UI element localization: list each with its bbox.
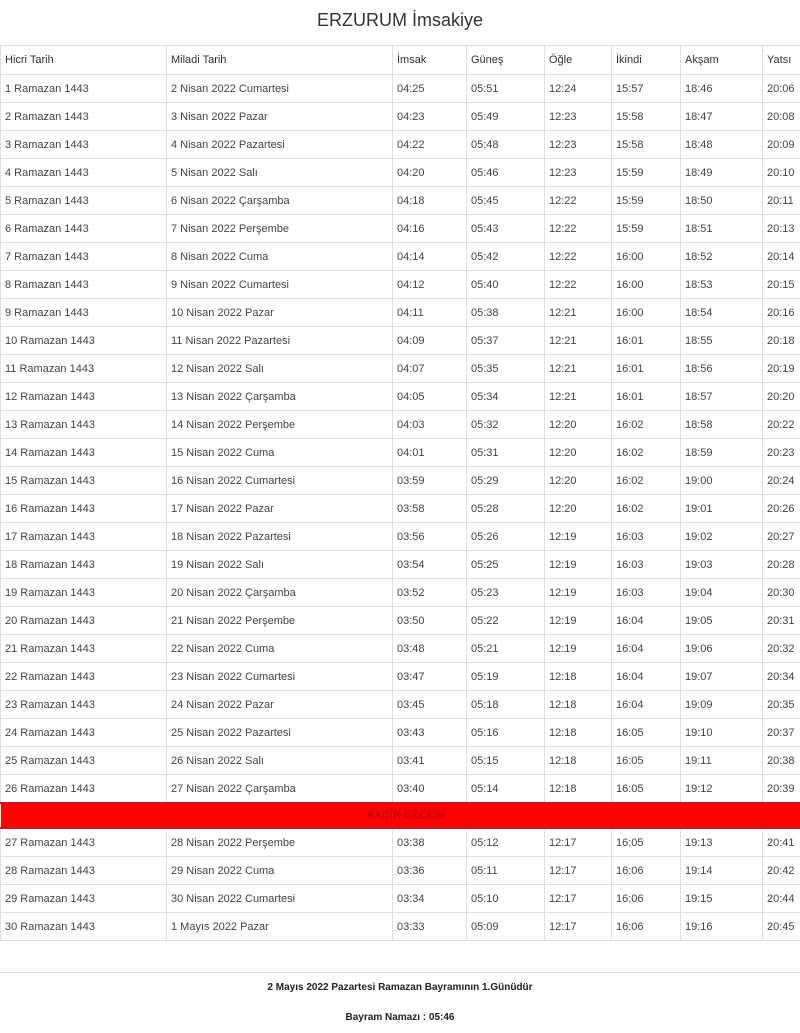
- cell-imsak: 04:07: [393, 355, 467, 383]
- cell-hicri-tarih: 16 Ramazan 1443: [1, 495, 167, 523]
- table-row: [1, 159, 800, 187]
- cell-yatsi: 20:27: [763, 523, 800, 551]
- table-header-row: [1, 46, 800, 75]
- cell-aksam: 19:15: [681, 885, 763, 913]
- table-row: [1, 775, 800, 804]
- cell-hicri-tarih: 28 Ramazan 1443: [1, 857, 167, 885]
- cell-hicri-tarih: 25 Ramazan 1443: [1, 747, 167, 775]
- cell-ikindi: 15:59: [612, 215, 681, 243]
- table-row: [1, 913, 800, 941]
- cell-imsak: 04:03: [393, 411, 467, 439]
- cell-imsak: 03:59: [393, 467, 467, 495]
- cell-miladi-tarih: 17 Nisan 2022 Pazar: [167, 495, 393, 523]
- cell-ogle: 12:20: [545, 411, 612, 439]
- cell-ogle: 12:21: [545, 327, 612, 355]
- cell-ogle: 12:19: [545, 607, 612, 635]
- cell-hicri-tarih: 5 Ramazan 1443: [1, 187, 167, 215]
- cell-miladi-tarih: 15 Nisan 2022 Cuma: [167, 439, 393, 467]
- table-row: [1, 635, 800, 663]
- cell-imsak: 03:54: [393, 551, 467, 579]
- cell-ikindi: 15:58: [612, 131, 681, 159]
- cell-imsak: 04:11: [393, 299, 467, 327]
- cell-ogle: 12:23: [545, 159, 612, 187]
- cell-yatsi: 20:38: [763, 747, 800, 775]
- cell-gunes: 05:48: [467, 131, 545, 159]
- cell-ogle: 12:22: [545, 243, 612, 271]
- cell-yatsi: 20:24: [763, 467, 800, 495]
- cell-miladi-tarih: 3 Nisan 2022 Pazar: [167, 103, 393, 131]
- cell-yatsi: 20:30: [763, 579, 800, 607]
- cell-hicri-tarih: 6 Ramazan 1443: [1, 215, 167, 243]
- cell-imsak: 03:48: [393, 635, 467, 663]
- table-row: [1, 691, 800, 719]
- cell-ogle: 12:17: [545, 857, 612, 885]
- cell-imsak: 04:22: [393, 131, 467, 159]
- cell-yatsi: 20:08: [763, 103, 800, 131]
- cell-hicri-tarih: 21 Ramazan 1443: [1, 635, 167, 663]
- cell-aksam: 19:06: [681, 635, 763, 663]
- cell-hicri-tarih: 23 Ramazan 1443: [1, 691, 167, 719]
- cell-miladi-tarih: 9 Nisan 2022 Cumartesi: [167, 271, 393, 299]
- table-row: [1, 719, 800, 747]
- cell-miladi-tarih: 14 Nisan 2022 Perşembe: [167, 411, 393, 439]
- cell-imsak: 03:47: [393, 663, 467, 691]
- cell-yatsi: 20:20: [763, 383, 800, 411]
- cell-gunes: 05:51: [467, 75, 545, 103]
- cell-miladi-tarih: 23 Nisan 2022 Cumartesi: [167, 663, 393, 691]
- cell-imsak: 03:34: [393, 885, 467, 913]
- cell-gunes: 05:32: [467, 411, 545, 439]
- cell-aksam: 19:07: [681, 663, 763, 691]
- cell-ogle: 12:24: [545, 75, 612, 103]
- cell-yatsi: 20:42: [763, 857, 800, 885]
- cell-hicri-tarih: 18 Ramazan 1443: [1, 551, 167, 579]
- cell-hicri-tarih: 27 Ramazan 1443: [1, 828, 167, 857]
- header-gunes: Güneş: [467, 46, 545, 75]
- table-row: [1, 75, 800, 103]
- table-row: [1, 551, 800, 579]
- cell-ikindi: 16:00: [612, 299, 681, 327]
- table-row: [1, 383, 800, 411]
- cell-ikindi: 16:05: [612, 747, 681, 775]
- cell-imsak: 04:01: [393, 439, 467, 467]
- cell-gunes: 05:34: [467, 383, 545, 411]
- cell-hicri-tarih: 30 Ramazan 1443: [1, 913, 167, 941]
- cell-gunes: 05:49: [467, 103, 545, 131]
- cell-ikindi: 15:57: [612, 75, 681, 103]
- cell-aksam: 19:11: [681, 747, 763, 775]
- cell-ikindi: 16:03: [612, 579, 681, 607]
- kadir-gecesi-section: [1, 803, 800, 828]
- cell-ogle: 12:17: [545, 913, 612, 941]
- cell-imsak: 04:16: [393, 215, 467, 243]
- cell-miladi-tarih: 13 Nisan 2022 Çarşamba: [167, 383, 393, 411]
- table-row: [1, 747, 800, 775]
- cell-imsak: 04:05: [393, 383, 467, 411]
- cell-yatsi: 20:10: [763, 159, 800, 187]
- cell-imsak: 03:58: [393, 495, 467, 523]
- cell-hicri-tarih: 29 Ramazan 1443: [1, 885, 167, 913]
- cell-yatsi: 20:34: [763, 663, 800, 691]
- cell-hicri-tarih: 1 Ramazan 1443: [1, 75, 167, 103]
- cell-yatsi: 20:32: [763, 635, 800, 663]
- cell-aksam: 18:56: [681, 355, 763, 383]
- cell-aksam: 19:02: [681, 523, 763, 551]
- cell-miladi-tarih: 11 Nisan 2022 Pazartesi: [167, 327, 393, 355]
- cell-yatsi: 20:39: [763, 775, 800, 804]
- cell-miladi-tarih: 7 Nisan 2022 Perşembe: [167, 215, 393, 243]
- table-row: [1, 885, 800, 913]
- header-miladi-tarih: Miladi Tarih: [167, 46, 393, 75]
- cell-miladi-tarih: 24 Nisan 2022 Pazar: [167, 691, 393, 719]
- table-row: [1, 523, 800, 551]
- table-row: [1, 857, 800, 885]
- cell-hicri-tarih: 19 Ramazan 1443: [1, 579, 167, 607]
- cell-miladi-tarih: 12 Nisan 2022 Salı: [167, 355, 393, 383]
- cell-miladi-tarih: 22 Nisan 2022 Cuma: [167, 635, 393, 663]
- cell-aksam: 19:16: [681, 913, 763, 941]
- cell-ogle: 12:20: [545, 439, 612, 467]
- header-aksam: Akşam: [681, 46, 763, 75]
- cell-miladi-tarih: 27 Nisan 2022 Çarşamba: [167, 775, 393, 804]
- table-row: [1, 467, 800, 495]
- cell-miladi-tarih: 26 Nisan 2022 Salı: [167, 747, 393, 775]
- cell-aksam: 18:55: [681, 327, 763, 355]
- cell-gunes: 05:23: [467, 579, 545, 607]
- table-row: [1, 103, 800, 131]
- cell-ikindi: 16:02: [612, 411, 681, 439]
- footer-divider: [0, 972, 800, 973]
- cell-ogle: 12:18: [545, 691, 612, 719]
- cell-gunes: 05:26: [467, 523, 545, 551]
- cell-imsak: 03:52: [393, 579, 467, 607]
- cell-ogle: 12:19: [545, 523, 612, 551]
- cell-ogle: 12:18: [545, 663, 612, 691]
- cell-ikindi: 15:59: [612, 159, 681, 187]
- cell-gunes: 05:11: [467, 857, 545, 885]
- cell-hicri-tarih: 14 Ramazan 1443: [1, 439, 167, 467]
- header-yatsi: Yatsı: [763, 46, 800, 75]
- cell-ogle: 12:21: [545, 383, 612, 411]
- cell-ikindi: 16:05: [612, 828, 681, 857]
- cell-gunes: 05:45: [467, 187, 545, 215]
- cell-aksam: 19:00: [681, 467, 763, 495]
- cell-miladi-tarih: 8 Nisan 2022 Cuma: [167, 243, 393, 271]
- cell-yatsi: 20:14: [763, 243, 800, 271]
- cell-ikindi: 16:01: [612, 327, 681, 355]
- cell-gunes: 05:43: [467, 215, 545, 243]
- cell-gunes: 05:46: [467, 159, 545, 187]
- cell-imsak: 04:12: [393, 271, 467, 299]
- kadir-gecesi-label: KADİR GECESİ: [1, 803, 800, 828]
- cell-hicri-tarih: 20 Ramazan 1443: [1, 607, 167, 635]
- cell-imsak: 03:43: [393, 719, 467, 747]
- cell-hicri-tarih: 13 Ramazan 1443: [1, 411, 167, 439]
- cell-gunes: 05:09: [467, 913, 545, 941]
- cell-imsak: 03:45: [393, 691, 467, 719]
- cell-ogle: 12:21: [545, 355, 612, 383]
- cell-yatsi: 20:41: [763, 828, 800, 857]
- cell-gunes: 05:31: [467, 439, 545, 467]
- cell-miladi-tarih: 10 Nisan 2022 Pazar: [167, 299, 393, 327]
- cell-gunes: 05:25: [467, 551, 545, 579]
- cell-ogle: 12:17: [545, 828, 612, 857]
- cell-miladi-tarih: 29 Nisan 2022 Cuma: [167, 857, 393, 885]
- cell-imsak: 04:25: [393, 75, 467, 103]
- cell-yatsi: 20:11: [763, 187, 800, 215]
- cell-miladi-tarih: 21 Nisan 2022 Perşembe: [167, 607, 393, 635]
- cell-ikindi: 16:06: [612, 885, 681, 913]
- cell-miladi-tarih: 18 Nisan 2022 Pazartesi: [167, 523, 393, 551]
- cell-imsak: 03:56: [393, 523, 467, 551]
- cell-hicri-tarih: 24 Ramazan 1443: [1, 719, 167, 747]
- cell-aksam: 19:10: [681, 719, 763, 747]
- cell-gunes: 05:38: [467, 299, 545, 327]
- cell-yatsi: 20:22: [763, 411, 800, 439]
- cell-yatsi: 20:06: [763, 75, 800, 103]
- cell-aksam: 18:59: [681, 439, 763, 467]
- cell-gunes: 05:35: [467, 355, 545, 383]
- cell-yatsi: 20:37: [763, 719, 800, 747]
- cell-yatsi: 20:15: [763, 271, 800, 299]
- table-body-before: [1, 75, 800, 804]
- cell-imsak: 03:38: [393, 828, 467, 857]
- cell-ogle: 12:21: [545, 299, 612, 327]
- cell-miladi-tarih: 6 Nisan 2022 Çarşamba: [167, 187, 393, 215]
- cell-ikindi: 16:03: [612, 551, 681, 579]
- cell-ikindi: 16:06: [612, 857, 681, 885]
- cell-hicri-tarih: 2 Ramazan 1443: [1, 103, 167, 131]
- cell-yatsi: 20:28: [763, 551, 800, 579]
- cell-gunes: 05:15: [467, 747, 545, 775]
- header-ikindi: İkindi: [612, 46, 681, 75]
- table-row: [1, 327, 800, 355]
- cell-ogle: 12:23: [545, 131, 612, 159]
- cell-ikindi: 16:04: [612, 635, 681, 663]
- table-row: [1, 299, 800, 327]
- cell-aksam: 18:51: [681, 215, 763, 243]
- cell-aksam: 19:05: [681, 607, 763, 635]
- table-row: [1, 828, 800, 857]
- cell-ogle: 12:19: [545, 579, 612, 607]
- cell-hicri-tarih: 8 Ramazan 1443: [1, 271, 167, 299]
- cell-gunes: 05:42: [467, 243, 545, 271]
- table-row: [1, 607, 800, 635]
- cell-aksam: 18:52: [681, 243, 763, 271]
- cell-ikindi: 16:03: [612, 523, 681, 551]
- cell-miladi-tarih: 30 Nisan 2022 Cumartesi: [167, 885, 393, 913]
- cell-gunes: 05:14: [467, 775, 545, 804]
- cell-hicri-tarih: 3 Ramazan 1443: [1, 131, 167, 159]
- cell-yatsi: 20:16: [763, 299, 800, 327]
- cell-miladi-tarih: 19 Nisan 2022 Salı: [167, 551, 393, 579]
- table-row: [1, 663, 800, 691]
- cell-ogle: 12:22: [545, 215, 612, 243]
- cell-hicri-tarih: 15 Ramazan 1443: [1, 467, 167, 495]
- table-row: [1, 215, 800, 243]
- cell-aksam: 18:46: [681, 75, 763, 103]
- cell-aksam: 18:54: [681, 299, 763, 327]
- cell-miladi-tarih: 25 Nisan 2022 Pazartesi: [167, 719, 393, 747]
- cell-gunes: 05:28: [467, 495, 545, 523]
- cell-aksam: 18:53: [681, 271, 763, 299]
- cell-gunes: 05:37: [467, 327, 545, 355]
- cell-imsak: 04:09: [393, 327, 467, 355]
- cell-aksam: 18:48: [681, 131, 763, 159]
- cell-imsak: 03:40: [393, 775, 467, 804]
- cell-yatsi: 20:44: [763, 885, 800, 913]
- cell-yatsi: 20:23: [763, 439, 800, 467]
- cell-ogle: 12:18: [545, 775, 612, 804]
- cell-aksam: 19:12: [681, 775, 763, 804]
- cell-ikindi: 16:05: [612, 775, 681, 804]
- cell-miladi-tarih: 20 Nisan 2022 Çarşamba: [167, 579, 393, 607]
- cell-yatsi: 20:45: [763, 913, 800, 941]
- cell-ikindi: 15:58: [612, 103, 681, 131]
- cell-aksam: 18:47: [681, 103, 763, 131]
- cell-ikindi: 16:01: [612, 383, 681, 411]
- table-row: [1, 271, 800, 299]
- cell-imsak: 04:20: [393, 159, 467, 187]
- cell-gunes: 05:40: [467, 271, 545, 299]
- table-row: [1, 355, 800, 383]
- cell-hicri-tarih: 4 Ramazan 1443: [1, 159, 167, 187]
- table-body-after: [1, 828, 800, 941]
- cell-gunes: 05:22: [467, 607, 545, 635]
- cell-aksam: 19:01: [681, 495, 763, 523]
- cell-aksam: 18:49: [681, 159, 763, 187]
- cell-aksam: 19:13: [681, 828, 763, 857]
- cell-aksam: 19:03: [681, 551, 763, 579]
- cell-yatsi: 20:09: [763, 131, 800, 159]
- table-row: [1, 495, 800, 523]
- cell-hicri-tarih: 9 Ramazan 1443: [1, 299, 167, 327]
- cell-hicri-tarih: 12 Ramazan 1443: [1, 383, 167, 411]
- kadir-gecesi-row: [1, 803, 800, 828]
- cell-ogle: 12:23: [545, 103, 612, 131]
- cell-imsak: 04:18: [393, 187, 467, 215]
- cell-yatsi: 20:13: [763, 215, 800, 243]
- table-row: [1, 187, 800, 215]
- cell-imsak: 03:41: [393, 747, 467, 775]
- table-row: [1, 131, 800, 159]
- cell-aksam: 19:14: [681, 857, 763, 885]
- table-row: [1, 411, 800, 439]
- cell-ogle: 12:22: [545, 187, 612, 215]
- cell-miladi-tarih: 16 Nisan 2022 Cumartesi: [167, 467, 393, 495]
- cell-imsak: 03:50: [393, 607, 467, 635]
- cell-imsak: 04:14: [393, 243, 467, 271]
- cell-hicri-tarih: 22 Ramazan 1443: [1, 663, 167, 691]
- header-imsak: İmsak: [393, 46, 467, 75]
- header-hicri-tarih: Hicri Tarih: [1, 46, 167, 75]
- cell-ikindi: 16:00: [612, 271, 681, 299]
- page-title: ERZURUM İmsakiye: [316, 10, 483, 30]
- cell-imsak: 03:33: [393, 913, 467, 941]
- cell-ikindi: 16:02: [612, 439, 681, 467]
- cell-aksam: 18:57: [681, 383, 763, 411]
- cell-ikindi: 16:01: [612, 355, 681, 383]
- cell-ogle: 12:20: [545, 467, 612, 495]
- cell-ikindi: 16:02: [612, 467, 681, 495]
- cell-miladi-tarih: 28 Nisan 2022 Perşembe: [167, 828, 393, 857]
- cell-imsak: 04:23: [393, 103, 467, 131]
- cell-aksam: 19:09: [681, 691, 763, 719]
- cell-aksam: 18:50: [681, 187, 763, 215]
- cell-gunes: 05:18: [467, 691, 545, 719]
- cell-gunes: 05:12: [467, 828, 545, 857]
- cell-yatsi: 20:18: [763, 327, 800, 355]
- cell-ikindi: 16:06: [612, 913, 681, 941]
- cell-ikindi: 16:00: [612, 243, 681, 271]
- bayram-namazi-text: Bayram Namazı : 05:46: [345, 1012, 455, 1023]
- cell-miladi-tarih: 5 Nisan 2022 Salı: [167, 159, 393, 187]
- bayram-info-text: 2 Mayıs 2022 Pazartesi Ramazan Bayramının 1.Günüdür: [267, 982, 533, 993]
- cell-ikindi: 16:04: [612, 691, 681, 719]
- cell-ikindi: 16:04: [612, 607, 681, 635]
- cell-gunes: 05:10: [467, 885, 545, 913]
- cell-yatsi: 20:26: [763, 495, 800, 523]
- table-row: [1, 579, 800, 607]
- imsakiye-table: [0, 45, 800, 941]
- table-row: [1, 439, 800, 467]
- cell-aksam: 19:04: [681, 579, 763, 607]
- cell-hicri-tarih: 26 Ramazan 1443: [1, 775, 167, 804]
- cell-ogle: 12:18: [545, 747, 612, 775]
- cell-hicri-tarih: 11 Ramazan 1443: [1, 355, 167, 383]
- cell-ogle: 12:19: [545, 551, 612, 579]
- cell-miladi-tarih: 2 Nisan 2022 Cumartesi: [167, 75, 393, 103]
- table-row: [1, 243, 800, 271]
- cell-ikindi: 16:05: [612, 719, 681, 747]
- cell-hicri-tarih: 10 Ramazan 1443: [1, 327, 167, 355]
- cell-yatsi: 20:31: [763, 607, 800, 635]
- cell-miladi-tarih: 1 Mayıs 2022 Pazar: [167, 913, 393, 941]
- cell-gunes: 05:29: [467, 467, 545, 495]
- cell-gunes: 05:21: [467, 635, 545, 663]
- cell-imsak: 03:36: [393, 857, 467, 885]
- cell-ogle: 12:20: [545, 495, 612, 523]
- cell-ogle: 12:22: [545, 271, 612, 299]
- cell-yatsi: 20:19: [763, 355, 800, 383]
- cell-miladi-tarih: 4 Nisan 2022 Pazartesi: [167, 131, 393, 159]
- cell-hicri-tarih: 17 Ramazan 1443: [1, 523, 167, 551]
- cell-ogle: 12:19: [545, 635, 612, 663]
- cell-ogle: 12:17: [545, 885, 612, 913]
- header-ogle: Öğle: [545, 46, 612, 75]
- cell-aksam: 18:58: [681, 411, 763, 439]
- cell-ikindi: 16:02: [612, 495, 681, 523]
- cell-ogle: 12:18: [545, 719, 612, 747]
- cell-yatsi: 20:35: [763, 691, 800, 719]
- cell-gunes: 05:19: [467, 663, 545, 691]
- cell-hicri-tarih: 7 Ramazan 1443: [1, 243, 167, 271]
- cell-ikindi: 16:04: [612, 663, 681, 691]
- cell-ikindi: 15:59: [612, 187, 681, 215]
- cell-gunes: 05:16: [467, 719, 545, 747]
